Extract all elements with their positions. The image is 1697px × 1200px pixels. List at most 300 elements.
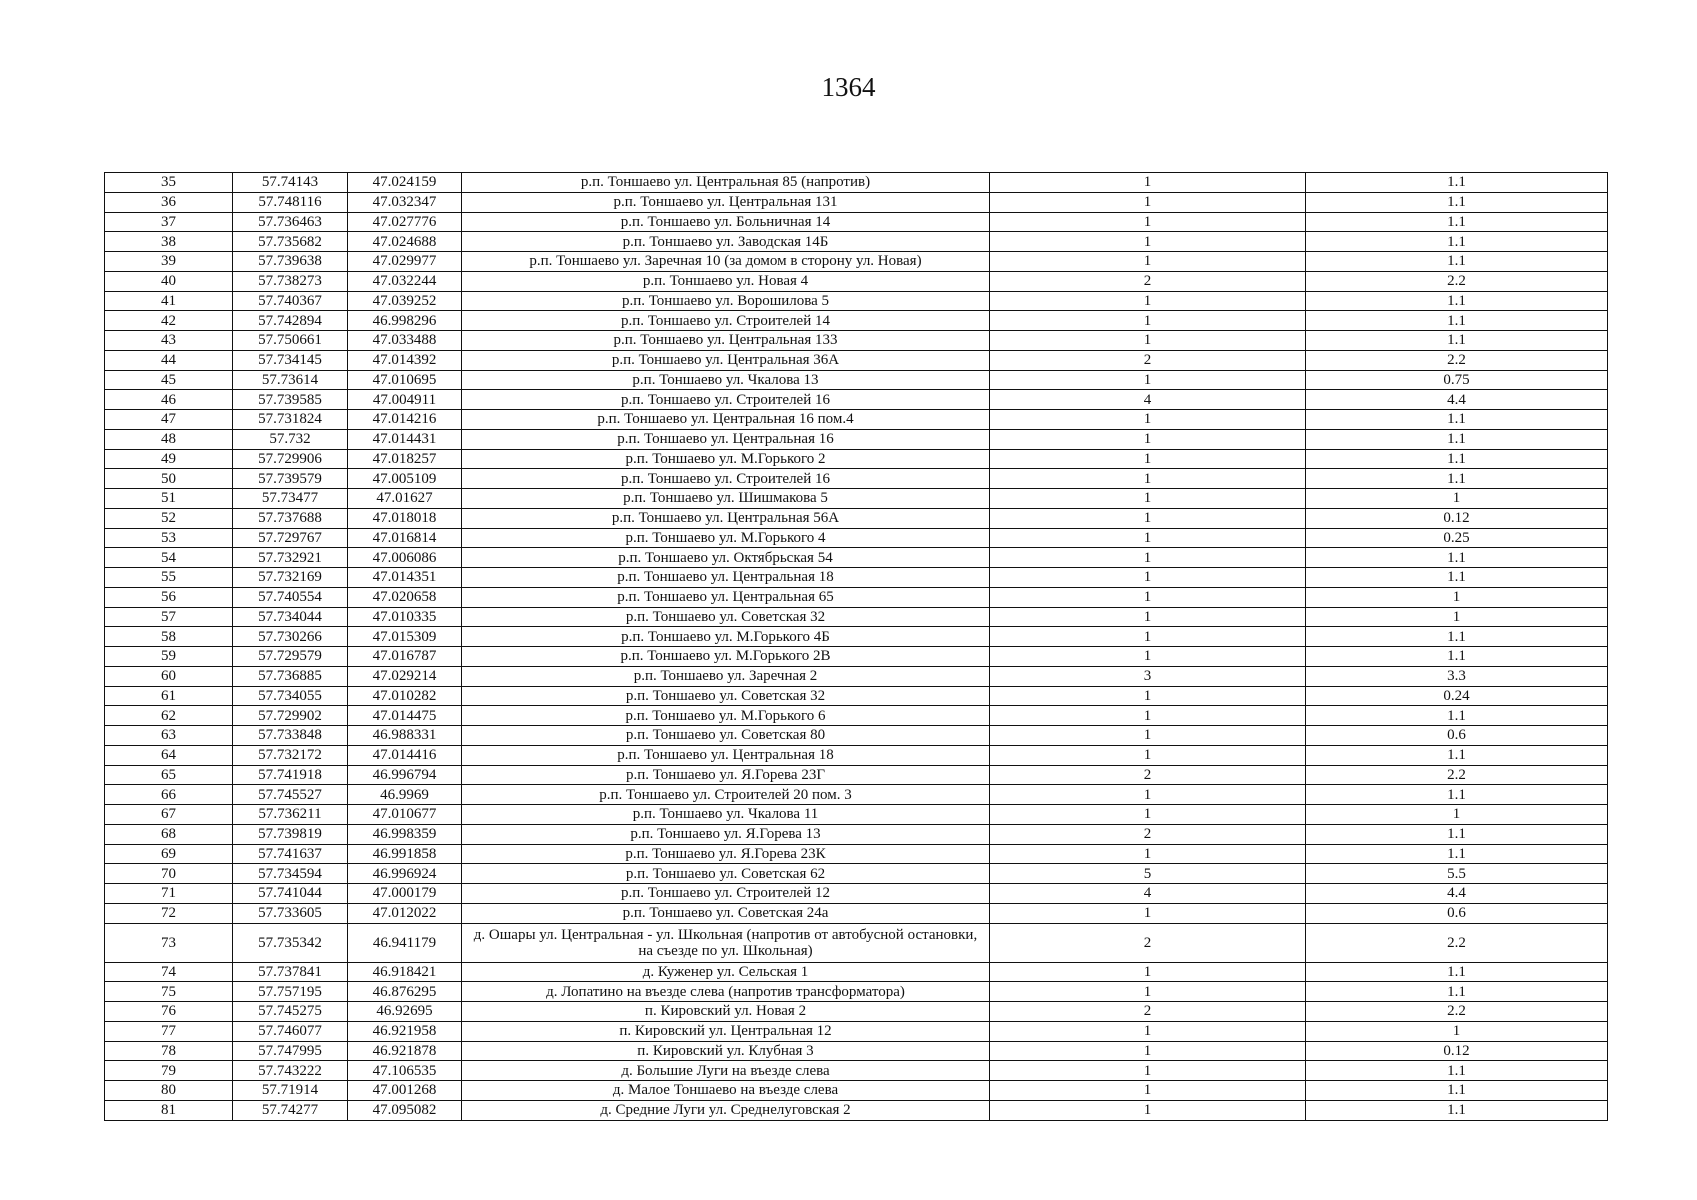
latitude-cell: 57.732921 xyxy=(233,548,348,568)
volume-cell: 1.1 xyxy=(1306,824,1608,844)
row-number-cell: 74 xyxy=(105,962,233,982)
container-count-cell: 1 xyxy=(990,785,1306,805)
address-cell: р.п. Тоншаево ул. Центральная 133 xyxy=(462,331,990,351)
address-cell: р.п. Тоншаево ул. Заречная 2 xyxy=(462,666,990,686)
container-count-cell: 1 xyxy=(990,311,1306,331)
address-cell: р.п. Тоншаево ул. Ворошилова 5 xyxy=(462,291,990,311)
row-number-cell: 47 xyxy=(105,410,233,430)
table-row xyxy=(105,508,1608,528)
address-cell: р.п. Тоншаево ул. Советская 32 xyxy=(462,686,990,706)
longitude-cell: 47.006086 xyxy=(348,548,462,568)
address-cell: р.п. Тоншаево ул. Я.Горева 13 xyxy=(462,824,990,844)
volume-cell: 1 xyxy=(1306,587,1608,607)
volume-cell: 1.1 xyxy=(1306,1081,1608,1101)
latitude-cell: 57.745275 xyxy=(233,1002,348,1022)
container-count-cell: 1 xyxy=(990,962,1306,982)
longitude-cell: 47.010677 xyxy=(348,805,462,825)
latitude-cell: 57.739585 xyxy=(233,390,348,410)
latitude-cell: 57.739638 xyxy=(233,252,348,272)
table-row xyxy=(105,410,1608,430)
row-number-cell: 68 xyxy=(105,824,233,844)
latitude-cell: 57.733848 xyxy=(233,726,348,746)
row-number-cell: 49 xyxy=(105,449,233,469)
address-cell: д. Лопатино на въезде слева (напротив трансформатора) xyxy=(462,982,990,1002)
container-count-cell: 1 xyxy=(990,212,1306,232)
volume-cell: 1.1 xyxy=(1306,212,1608,232)
latitude-cell: 57.742894 xyxy=(233,311,348,331)
address-cell: р.п. Тоншаево ул. Центральная 36А xyxy=(462,350,990,370)
container-count-cell: 1 xyxy=(990,686,1306,706)
address-cell: р.п. Тоншаево ул. Центральная 85 (напротив) xyxy=(462,173,990,193)
table-row xyxy=(105,805,1608,825)
row-number-cell: 44 xyxy=(105,350,233,370)
volume-cell: 1.1 xyxy=(1306,647,1608,667)
volume-cell: 0.24 xyxy=(1306,686,1608,706)
table-row xyxy=(105,1100,1608,1120)
row-number-cell: 67 xyxy=(105,805,233,825)
volume-cell: 1.1 xyxy=(1306,291,1608,311)
volume-cell: 3.3 xyxy=(1306,666,1608,686)
latitude-cell: 57.741044 xyxy=(233,884,348,904)
table-row xyxy=(105,726,1608,746)
address-cell: р.п. Тоншаево ул. Строителей 20 пом. 3 xyxy=(462,785,990,805)
latitude-cell: 57.747995 xyxy=(233,1041,348,1061)
longitude-cell: 46.991858 xyxy=(348,844,462,864)
volume-cell: 5.5 xyxy=(1306,864,1608,884)
address-cell: д. Средние Луги ул. Среднелуговская 2 xyxy=(462,1100,990,1120)
longitude-cell: 46.921878 xyxy=(348,1041,462,1061)
table-body xyxy=(105,173,1608,1121)
row-number-cell: 57 xyxy=(105,607,233,627)
address-cell: р.п. Тоншаево ул. Центральная 16 xyxy=(462,429,990,449)
longitude-cell: 47.018018 xyxy=(348,508,462,528)
volume-cell: 1.1 xyxy=(1306,1061,1608,1081)
address-cell: р.п. Тоншаево ул. Октябрьская 54 xyxy=(462,548,990,568)
longitude-cell: 46.941179 xyxy=(348,923,462,962)
container-count-cell: 1 xyxy=(990,587,1306,607)
row-number-cell: 59 xyxy=(105,647,233,667)
table-row xyxy=(105,449,1608,469)
address-cell: р.п. Тоншаево ул. Чкалова 13 xyxy=(462,370,990,390)
table-row xyxy=(105,548,1608,568)
table-row xyxy=(105,745,1608,765)
longitude-cell: 47.029214 xyxy=(348,666,462,686)
container-count-cell: 1 xyxy=(990,232,1306,252)
container-count-cell: 1 xyxy=(990,410,1306,430)
table-row xyxy=(105,647,1608,667)
container-count-cell: 1 xyxy=(990,805,1306,825)
container-count-cell: 1 xyxy=(990,173,1306,193)
container-count-cell: 1 xyxy=(990,1021,1306,1041)
address-cell: п. Кировский ул. Клубная 3 xyxy=(462,1041,990,1061)
longitude-cell: 47.029977 xyxy=(348,252,462,272)
longitude-cell: 47.014216 xyxy=(348,410,462,430)
row-number-cell: 58 xyxy=(105,627,233,647)
longitude-cell: 47.024159 xyxy=(348,173,462,193)
row-number-cell: 52 xyxy=(105,508,233,528)
table-row xyxy=(105,824,1608,844)
container-count-cell: 1 xyxy=(990,982,1306,1002)
longitude-cell: 46.988331 xyxy=(348,726,462,746)
container-count-cell: 1 xyxy=(990,1061,1306,1081)
longitude-cell: 47.012022 xyxy=(348,903,462,923)
address-cell: р.п. Тоншаево ул. М.Горького 6 xyxy=(462,706,990,726)
table-row xyxy=(105,370,1608,390)
latitude-cell: 57.738273 xyxy=(233,271,348,291)
latitude-cell: 57.740554 xyxy=(233,587,348,607)
table-row xyxy=(105,903,1608,923)
container-count-cell: 1 xyxy=(990,1100,1306,1120)
latitude-cell: 57.730266 xyxy=(233,627,348,647)
row-number-cell: 38 xyxy=(105,232,233,252)
volume-cell: 1.1 xyxy=(1306,469,1608,489)
longitude-cell: 47.014431 xyxy=(348,429,462,449)
container-sites-table xyxy=(104,172,1608,1121)
latitude-cell: 57.734055 xyxy=(233,686,348,706)
row-number-cell: 81 xyxy=(105,1100,233,1120)
latitude-cell: 57.729767 xyxy=(233,528,348,548)
volume-cell: 1.1 xyxy=(1306,982,1608,1002)
volume-cell: 0.12 xyxy=(1306,508,1608,528)
volume-cell: 0.12 xyxy=(1306,1041,1608,1061)
address-cell: р.п. Тоншаево ул. М.Горького 4Б xyxy=(462,627,990,647)
container-count-cell: 1 xyxy=(990,331,1306,351)
row-number-cell: 61 xyxy=(105,686,233,706)
latitude-cell: 57.73614 xyxy=(233,370,348,390)
address-cell: р.п. Тоншаево ул. Я.Горева 23Г xyxy=(462,765,990,785)
longitude-cell: 46.998359 xyxy=(348,824,462,844)
table-row xyxy=(105,469,1608,489)
latitude-cell: 57.741918 xyxy=(233,765,348,785)
table-row xyxy=(105,311,1608,331)
address-cell: р.п. Тоншаево ул. М.Горького 4 xyxy=(462,528,990,548)
container-count-cell: 2 xyxy=(990,765,1306,785)
row-number-cell: 77 xyxy=(105,1021,233,1041)
volume-cell: 1.1 xyxy=(1306,410,1608,430)
container-count-cell: 1 xyxy=(990,627,1306,647)
latitude-cell: 57.71914 xyxy=(233,1081,348,1101)
address-cell: р.п. Тоншаево ул. М.Горького 2 xyxy=(462,449,990,469)
row-number-cell: 73 xyxy=(105,923,233,962)
address-cell: д. Ошары ул. Центральная - ул. Школьная (напротив от автобусной остановки, на съезде по ул. Школьная) xyxy=(462,923,990,962)
table-row xyxy=(105,864,1608,884)
address-cell: р.п. Тоншаево ул. Я.Горева 23К xyxy=(462,844,990,864)
longitude-cell: 46.996924 xyxy=(348,864,462,884)
latitude-cell: 57.735342 xyxy=(233,923,348,962)
container-count-cell: 2 xyxy=(990,271,1306,291)
table-row xyxy=(105,785,1608,805)
longitude-cell: 47.005109 xyxy=(348,469,462,489)
table-row xyxy=(105,192,1608,212)
address-cell: п. Кировский ул. Центральная 12 xyxy=(462,1021,990,1041)
address-cell: р.п. Тоншаево ул. Строителей 14 xyxy=(462,311,990,331)
volume-cell: 2.2 xyxy=(1306,271,1608,291)
address-cell: р.п. Тоншаево ул. Шишмакова 5 xyxy=(462,489,990,509)
longitude-cell: 47.015309 xyxy=(348,627,462,647)
latitude-cell: 57.745527 xyxy=(233,785,348,805)
address-cell: р.п. Тоншаево ул. Советская 80 xyxy=(462,726,990,746)
address-cell: р.п. Тоншаево ул. Заводская 14Б xyxy=(462,232,990,252)
latitude-cell: 57.741637 xyxy=(233,844,348,864)
row-number-cell: 71 xyxy=(105,884,233,904)
volume-cell: 1.1 xyxy=(1306,192,1608,212)
volume-cell: 1.1 xyxy=(1306,548,1608,568)
row-number-cell: 37 xyxy=(105,212,233,232)
table-row xyxy=(105,232,1608,252)
latitude-cell: 57.737688 xyxy=(233,508,348,528)
row-number-cell: 72 xyxy=(105,903,233,923)
longitude-cell: 46.92695 xyxy=(348,1002,462,1022)
address-cell: р.п. Тоншаево ул. Центральная 18 xyxy=(462,568,990,588)
longitude-cell: 47.014392 xyxy=(348,350,462,370)
address-cell: р.п. Тоншаево ул. Центральная 56А xyxy=(462,508,990,528)
longitude-cell: 47.016787 xyxy=(348,647,462,667)
row-number-cell: 50 xyxy=(105,469,233,489)
address-cell: р.п. Тоншаево ул. Заречная 10 (за домом в сторону ул. Новая) xyxy=(462,252,990,272)
table-row xyxy=(105,390,1608,410)
volume-cell: 1.1 xyxy=(1306,311,1608,331)
row-number-cell: 41 xyxy=(105,291,233,311)
address-cell: р.п. Тоншаево ул. М.Горького 2В xyxy=(462,647,990,667)
row-number-cell: 60 xyxy=(105,666,233,686)
container-count-cell: 2 xyxy=(990,350,1306,370)
latitude-cell: 57.740367 xyxy=(233,291,348,311)
latitude-cell: 57.733605 xyxy=(233,903,348,923)
longitude-cell: 47.033488 xyxy=(348,331,462,351)
container-count-cell: 3 xyxy=(990,666,1306,686)
row-number-cell: 46 xyxy=(105,390,233,410)
table-row xyxy=(105,1061,1608,1081)
table-row xyxy=(105,627,1608,647)
volume-cell: 1.1 xyxy=(1306,962,1608,982)
volume-cell: 0.75 xyxy=(1306,370,1608,390)
volume-cell: 1 xyxy=(1306,607,1608,627)
table-row xyxy=(105,528,1608,548)
longitude-cell: 47.020658 xyxy=(348,587,462,607)
page-number: 1364 xyxy=(821,72,876,102)
row-number-cell: 75 xyxy=(105,982,233,1002)
table-row xyxy=(105,1021,1608,1041)
volume-cell: 4.4 xyxy=(1306,884,1608,904)
container-count-cell: 1 xyxy=(990,192,1306,212)
latitude-cell: 57.739579 xyxy=(233,469,348,489)
latitude-cell: 57.732 xyxy=(233,429,348,449)
latitude-cell: 57.729902 xyxy=(233,706,348,726)
table-row xyxy=(105,666,1608,686)
address-cell: д. Малое Тоншаево на въезде слева xyxy=(462,1081,990,1101)
table-row xyxy=(105,212,1608,232)
row-number-cell: 80 xyxy=(105,1081,233,1101)
address-cell: р.п. Тоншаево ул. Советская 32 xyxy=(462,607,990,627)
volume-cell: 1.1 xyxy=(1306,1100,1608,1120)
latitude-cell: 57.743222 xyxy=(233,1061,348,1081)
volume-cell: 1.1 xyxy=(1306,252,1608,272)
row-number-cell: 62 xyxy=(105,706,233,726)
longitude-cell: 46.998296 xyxy=(348,311,462,331)
container-count-cell: 1 xyxy=(990,252,1306,272)
volume-cell: 1.1 xyxy=(1306,785,1608,805)
address-cell: р.п. Тоншаево ул. Центральная 18 xyxy=(462,745,990,765)
container-count-cell: 1 xyxy=(990,726,1306,746)
address-cell: р.п. Тоншаево ул. Центральная 65 xyxy=(462,587,990,607)
address-cell: п. Кировский ул. Новая 2 xyxy=(462,1002,990,1022)
container-count-cell: 2 xyxy=(990,923,1306,962)
latitude-cell: 57.732172 xyxy=(233,745,348,765)
latitude-cell: 57.735682 xyxy=(233,232,348,252)
volume-cell: 1 xyxy=(1306,489,1608,509)
container-count-cell: 1 xyxy=(990,528,1306,548)
latitude-cell: 57.757195 xyxy=(233,982,348,1002)
volume-cell: 1.1 xyxy=(1306,232,1608,252)
longitude-cell: 47.014351 xyxy=(348,568,462,588)
table-row xyxy=(105,607,1608,627)
container-count-cell: 4 xyxy=(990,884,1306,904)
row-number-cell: 55 xyxy=(105,568,233,588)
longitude-cell: 46.921958 xyxy=(348,1021,462,1041)
table-row xyxy=(105,568,1608,588)
row-number-cell: 40 xyxy=(105,271,233,291)
volume-cell: 1.1 xyxy=(1306,173,1608,193)
latitude-cell: 57.74143 xyxy=(233,173,348,193)
row-number-cell: 56 xyxy=(105,587,233,607)
container-count-cell: 1 xyxy=(990,1041,1306,1061)
table-row xyxy=(105,884,1608,904)
longitude-cell: 47.095082 xyxy=(348,1100,462,1120)
longitude-cell: 47.001268 xyxy=(348,1081,462,1101)
container-count-cell: 5 xyxy=(990,864,1306,884)
latitude-cell: 57.736463 xyxy=(233,212,348,232)
latitude-cell: 57.732169 xyxy=(233,568,348,588)
volume-cell: 1.1 xyxy=(1306,745,1608,765)
latitude-cell: 57.731824 xyxy=(233,410,348,430)
longitude-cell: 47.014416 xyxy=(348,745,462,765)
latitude-cell: 57.736211 xyxy=(233,805,348,825)
row-number-cell: 45 xyxy=(105,370,233,390)
address-cell: д. Куженер ул. Сельская 1 xyxy=(462,962,990,982)
longitude-cell: 47.032244 xyxy=(348,271,462,291)
row-number-cell: 39 xyxy=(105,252,233,272)
latitude-cell: 57.734594 xyxy=(233,864,348,884)
table-row xyxy=(105,765,1608,785)
row-number-cell: 63 xyxy=(105,726,233,746)
longitude-cell: 47.004911 xyxy=(348,390,462,410)
container-count-cell: 1 xyxy=(990,706,1306,726)
container-count-cell: 1 xyxy=(990,548,1306,568)
latitude-cell: 57.746077 xyxy=(233,1021,348,1041)
table-row xyxy=(105,587,1608,607)
row-number-cell: 51 xyxy=(105,489,233,509)
address-cell: р.п. Тоншаево ул. Чкалова 11 xyxy=(462,805,990,825)
container-count-cell: 1 xyxy=(990,607,1306,627)
volume-cell: 2.2 xyxy=(1306,923,1608,962)
volume-cell: 1.1 xyxy=(1306,706,1608,726)
longitude-cell: 47.016814 xyxy=(348,528,462,548)
container-count-cell: 1 xyxy=(990,647,1306,667)
address-cell: р.п. Тоншаево ул. Новая 4 xyxy=(462,271,990,291)
latitude-cell: 57.729906 xyxy=(233,449,348,469)
row-number-cell: 48 xyxy=(105,429,233,449)
container-count-cell: 2 xyxy=(990,1002,1306,1022)
table-row xyxy=(105,271,1608,291)
container-count-cell: 1 xyxy=(990,469,1306,489)
container-count-cell: 1 xyxy=(990,1081,1306,1101)
row-number-cell: 70 xyxy=(105,864,233,884)
container-count-cell: 1 xyxy=(990,508,1306,528)
longitude-cell: 47.039252 xyxy=(348,291,462,311)
table-row xyxy=(105,331,1608,351)
table-row xyxy=(105,923,1608,962)
volume-cell: 1.1 xyxy=(1306,844,1608,864)
address-cell: д. Большие Луги на въезде слева xyxy=(462,1061,990,1081)
container-count-cell: 1 xyxy=(990,291,1306,311)
volume-cell: 1.1 xyxy=(1306,449,1608,469)
latitude-cell: 57.748116 xyxy=(233,192,348,212)
row-number-cell: 79 xyxy=(105,1061,233,1081)
row-number-cell: 66 xyxy=(105,785,233,805)
longitude-cell: 47.027776 xyxy=(348,212,462,232)
longitude-cell: 47.000179 xyxy=(348,884,462,904)
container-count-cell: 4 xyxy=(990,390,1306,410)
longitude-cell: 46.996794 xyxy=(348,765,462,785)
longitude-cell: 47.010695 xyxy=(348,370,462,390)
row-number-cell: 64 xyxy=(105,745,233,765)
row-number-cell: 54 xyxy=(105,548,233,568)
row-number-cell: 43 xyxy=(105,331,233,351)
table-row xyxy=(105,350,1608,370)
longitude-cell: 47.032347 xyxy=(348,192,462,212)
container-count-cell: 1 xyxy=(990,429,1306,449)
longitude-cell: 47.010335 xyxy=(348,607,462,627)
table-row xyxy=(105,1041,1608,1061)
latitude-cell: 57.734044 xyxy=(233,607,348,627)
table-row xyxy=(105,982,1608,1002)
latitude-cell: 57.736885 xyxy=(233,666,348,686)
latitude-cell: 57.73477 xyxy=(233,489,348,509)
address-cell: р.п. Тоншаево ул. Советская 62 xyxy=(462,864,990,884)
longitude-cell: 46.918421 xyxy=(348,962,462,982)
table-row xyxy=(105,489,1608,509)
volume-cell: 1 xyxy=(1306,1021,1608,1041)
table-row xyxy=(105,706,1608,726)
table-row xyxy=(105,291,1608,311)
container-count-cell: 1 xyxy=(990,568,1306,588)
table-row xyxy=(105,173,1608,193)
volume-cell: 2.2 xyxy=(1306,1002,1608,1022)
longitude-cell: 46.876295 xyxy=(348,982,462,1002)
row-number-cell: 69 xyxy=(105,844,233,864)
latitude-cell: 57.737841 xyxy=(233,962,348,982)
row-number-cell: 65 xyxy=(105,765,233,785)
volume-cell: 0.25 xyxy=(1306,528,1608,548)
address-cell: р.п. Тоншаево ул. Строителей 16 xyxy=(462,469,990,489)
address-cell: р.п. Тоншаево ул. Советская 24а xyxy=(462,903,990,923)
longitude-cell: 47.106535 xyxy=(348,1061,462,1081)
row-number-cell: 76 xyxy=(105,1002,233,1022)
container-count-cell: 1 xyxy=(990,370,1306,390)
table-row xyxy=(105,429,1608,449)
row-number-cell: 42 xyxy=(105,311,233,331)
table-row xyxy=(105,1002,1608,1022)
longitude-cell: 47.010282 xyxy=(348,686,462,706)
volume-cell: 4.4 xyxy=(1306,390,1608,410)
container-count-cell: 1 xyxy=(990,449,1306,469)
latitude-cell: 57.729579 xyxy=(233,647,348,667)
table-row xyxy=(105,844,1608,864)
longitude-cell: 47.024688 xyxy=(348,232,462,252)
longitude-cell: 47.01627 xyxy=(348,489,462,509)
latitude-cell: 57.750661 xyxy=(233,331,348,351)
address-cell: р.п. Тоншаево ул. Центральная 16 пом.4 xyxy=(462,410,990,430)
